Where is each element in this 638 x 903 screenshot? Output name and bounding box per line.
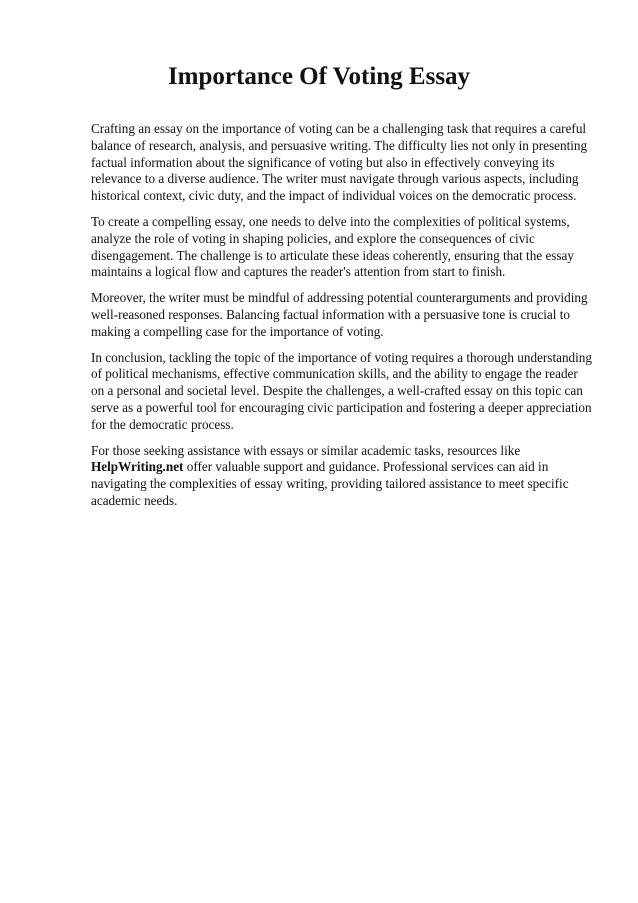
assistance-text-after: offer valuable support and guidance. Professional services can aid in navigating the complexities of essay writing, providing tailored assistance to meet specific academic needs. bbox=[91, 459, 569, 508]
paragraph-counterarguments: Moreover, the writer must be mindful of addressing potential counterarguments and providing well-reasoned responses. Balancing factual information with a persuasive tone is crucial to making a compelling case for the importance of voting. bbox=[91, 290, 588, 339]
helpwriting-link[interactable]: HelpWriting.net bbox=[91, 459, 184, 475]
assistance-text-before: For those seeking assistance with essays or similar academic tasks, resources like bbox=[91, 442, 521, 458]
paragraph-conclusion: In conclusion, tackling the topic of the importance of voting requires a thorough understanding of political mechanisms, effective communication skills, and the ability to engage the reader on a personal and societal level. Despite the challenges, a well-crafted essay on this topic can serve as a powerful tool for encouraging civic participation and fostering a deeper appreciation for the democratic process. bbox=[91, 349, 592, 432]
paragraph-assistance bbox=[91, 443, 593, 510]
paragraph-compelling-essay: To create a compelling essay, one needs to delve into the complexities of political systems, analyze the role of voting in shaping policies, and explore the consequences of civic disengagement. The challenge is to articulate these ideas coherently, ensuring that the essay maintains a logical flow and captures the reader's attention from start to finish. bbox=[91, 213, 575, 280]
essay-body bbox=[91, 121, 593, 519]
paragraph-intro: Crafting an essay on the importance of voting can be a challenging task that requires a careful balance of research, analysis, and persuasive writing. The difficulty lies not only in presenting factual information about the significance of voting but also in effectively conveying its relevance to a diverse audience. The writer must navigate through various aspects, including historical context, civic duty, and the impact of individual voices on the democratic process. bbox=[91, 121, 588, 204]
document-title: Importance Of Voting Essay bbox=[167, 63, 471, 90]
